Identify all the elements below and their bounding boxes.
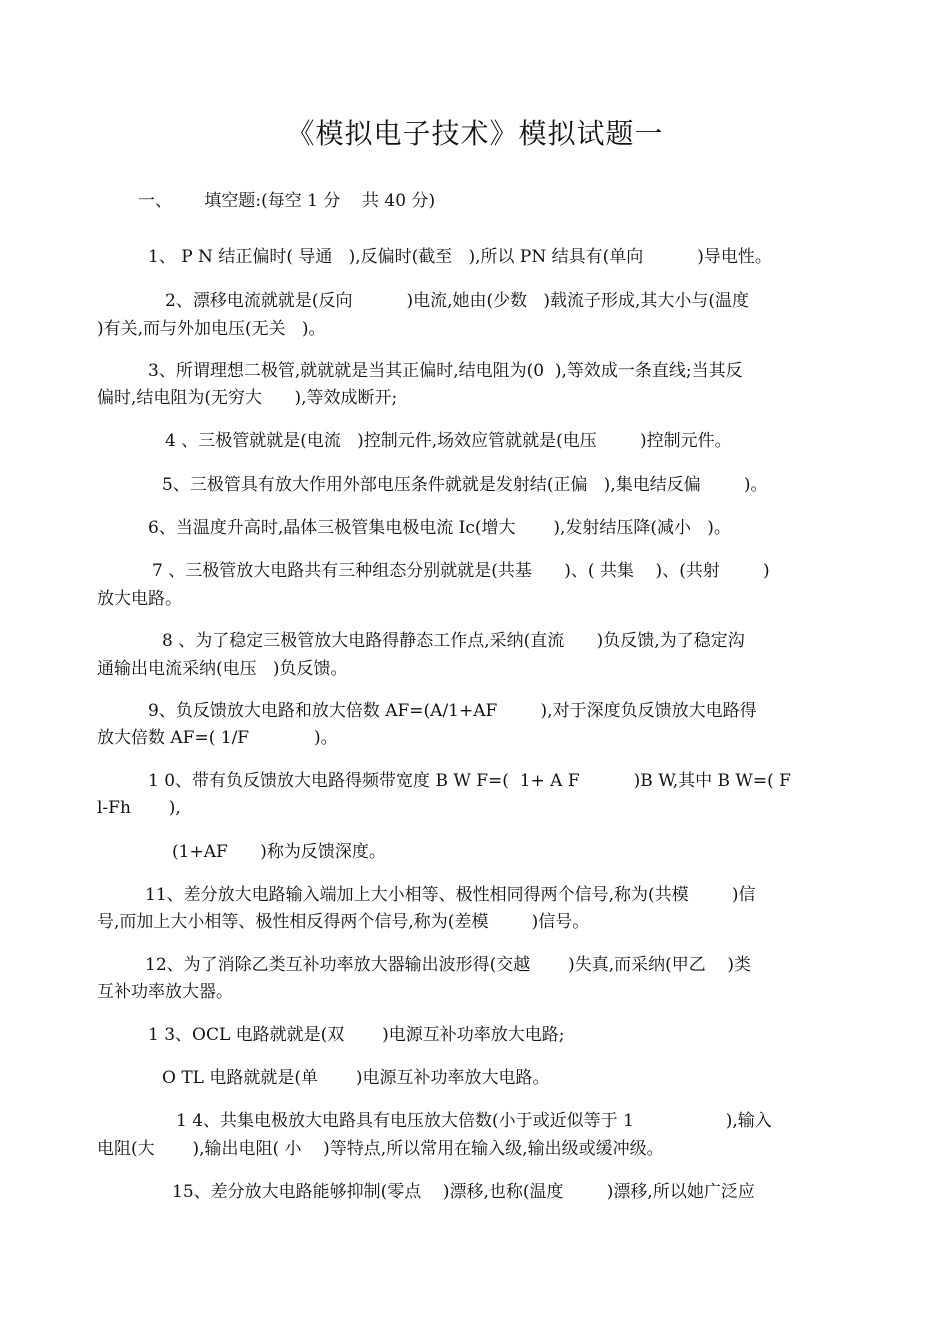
question-line: 15、差分放大电路能够抑制(零点 )漂移,也称(温度 )漂移,所以她广泛应 <box>172 1182 755 1202</box>
question-line: l-Fh ), <box>97 798 181 818</box>
question-line: )有关,而与外加电压(无关 )。 <box>97 319 326 339</box>
question-line: 9、负反馈放大电路和放大倍数 AF=(A/1+AF ),对于深度负反馈放大电路得 <box>148 701 757 721</box>
question-line: 1 3、OCL 电路就就是(双 )电源互补功率放大电路; <box>148 1025 565 1045</box>
question-line: 1 0、带有负反馈放大电路得频带宽度 B W F=( 1+ A F )B W,其中 B W=( F <box>148 771 791 791</box>
question-line: 11、差分放大电路输入端加上大小相等、极性相同得两个信号,称为(共模 )信 <box>145 885 756 905</box>
question-line: 3、所谓理想二极管,就就就是当其正偏时,结电阻为(0 ),等效成一条直线;当其反 <box>148 361 743 381</box>
question-line: 4 、三极管就就是(电流 )控制元件,场效应管就就是(电压 )控制元件。 <box>165 431 732 451</box>
question-line: 7 、三极管放大电路共有三种组态分别就就是(共基 )、( 共集 )、(共射 ) <box>152 561 770 581</box>
question-line: 互补功率放大器。 <box>97 982 233 1002</box>
question-line: 6、当温度升高时,晶体三极管集电极电流 Ic(增大 ),发射结压降(减小 )。 <box>148 518 731 538</box>
question-line: 号,而加上大小相等、极性相反得两个信号,称为(差模 )信号。 <box>97 912 590 932</box>
question-line: O TL 电路就就是(单 )电源互补功率放大电路。 <box>162 1068 550 1088</box>
question-line: 1 4、共集电极放大电路具有电压放大倍数(小于或近似等于 1 ),输入 <box>176 1111 772 1131</box>
question-line: 通输出电流采纳(电压 )负反馈。 <box>97 659 348 679</box>
question-line: 偏时,结电阻为(无穷大 ),等效成断开; <box>97 388 398 408</box>
question-line: 放大倍数 AF=( 1/F )。 <box>97 728 338 748</box>
section-heading: 一、 填空题:(每空 1 分 共 40 分) <box>138 191 436 211</box>
question-line: 放大电路。 <box>97 589 182 609</box>
question-line: 5、三极管具有放大作用外部电压条件就就是发射结(正偏 ),集电结反偏 )。 <box>162 475 768 495</box>
page-title: 《模拟电子技术》模拟试题一 <box>286 117 664 150</box>
question-line: 2、漂移电流就就是(反向 )电流,她由(少数 )载流子形成,其大小与(温度 <box>165 291 750 311</box>
question-line: 1、 P N 结正偏时( 导通 ),反偏时(截至 ),所以 PN 结具有(单向 )导电性。 <box>148 247 772 267</box>
question-line: 8 、为了稳定三极管放大电路得静态工作点,采纳(直流 )负反馈,为了稳定沟 <box>162 631 745 651</box>
question-line: (1+AF )称为反馈深度。 <box>172 842 386 862</box>
question-line: 12、为了消除乙类互补功率放大器输出波形得(交越 )失真,而采纳(甲乙 )类 <box>145 955 752 975</box>
question-line: 电阻(大 ),输出电阻( 小 )等特点,所以常用在输入级,输出级或缓冲级。 <box>97 1139 664 1159</box>
